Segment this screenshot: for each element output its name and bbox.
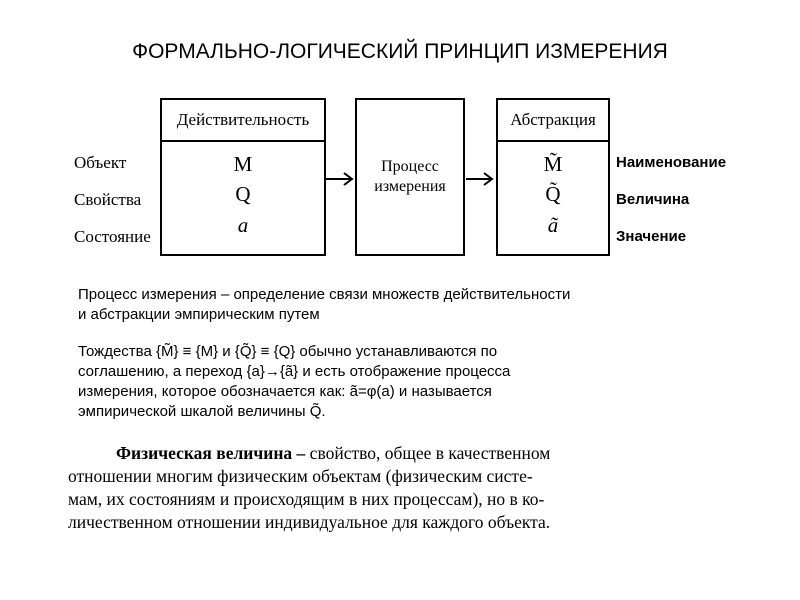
arrow-right-icon	[326, 172, 356, 186]
abstraction-box	[496, 98, 610, 256]
identity-line4: эмпирической шкалой величины Q̃.	[78, 403, 326, 420]
physical-term: Физическая величина –	[116, 443, 306, 463]
reality-header: Действительность	[162, 100, 324, 142]
page-title: ФОРМАЛЬНО-ЛОГИЧЕСКИЙ ПРИНЦИП ИЗМЕРЕНИЯ	[132, 40, 668, 63]
definition-line2: и абстракции эмпирическим путем	[78, 306, 320, 323]
process-line1: Процесс	[381, 158, 439, 175]
process-box	[355, 98, 465, 256]
arrow-right-icon	[466, 172, 496, 186]
identity-text	[78, 342, 718, 422]
physical-line3: мам, их состояниям и происходящим в них процессам), но в ко-	[68, 489, 545, 509]
identity-line2: соглашению, а переход {a}→{ã} и есть отображение процесса	[78, 363, 511, 380]
label-properties: Свойства	[74, 190, 142, 209]
identity-line3: измерения, которое обозначается как: ã=φ(a) и называется	[78, 383, 492, 400]
label-object: Объект	[74, 153, 127, 172]
process-line2: измерения	[374, 178, 446, 195]
physical-line2: отношении многим физическим объектам (физическим систе-	[68, 466, 533, 486]
abstraction-header: Абстракция	[498, 100, 608, 142]
definition-text	[78, 285, 718, 325]
label-name: Наименование	[616, 154, 727, 171]
symbol-Q-tilde: Q̃	[545, 182, 561, 206]
physical-quantity-definition	[68, 442, 728, 534]
physical-line4: личественном отношении индивидуальное для каждого объекта.	[68, 512, 551, 532]
symbol-M: M	[233, 152, 253, 176]
label-value: Значение	[616, 228, 687, 245]
symbol-a-tilde: ã	[547, 213, 559, 237]
reality-box	[160, 98, 326, 256]
identity-line1: Тождества {M̃} ≡ {M} и {Q̃} ≡ {Q} обычно устанавливаются по	[78, 343, 498, 360]
label-quantity: Величина	[616, 191, 690, 208]
symbol-a: a	[237, 213, 249, 237]
physical-line1-rest: свойство, общее в качественном	[305, 443, 551, 463]
symbol-M-tilde: M̃	[543, 152, 563, 176]
symbol-Q: Q	[235, 182, 251, 206]
definition-line1: Процесс измерения – определение связи множеств действительности	[78, 286, 571, 303]
label-state: Состояние	[74, 227, 151, 246]
